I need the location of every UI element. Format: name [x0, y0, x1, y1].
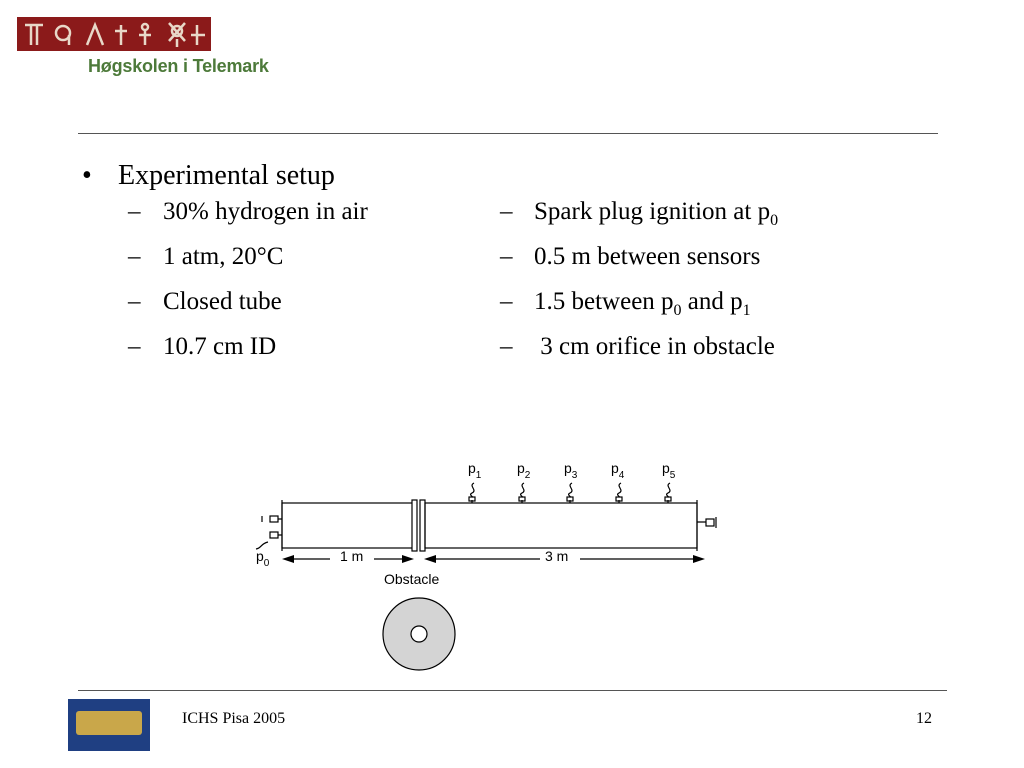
list-item: – Closed tube [128, 288, 282, 315]
sensor-label-p1: $p_1$ [468, 460, 482, 481]
list-item-text: 30% hydrogen in air [163, 198, 368, 225]
list-item: – 1.5 between $p_0$ and $p_1$ [500, 288, 751, 319]
subscript: 0 [673, 302, 682, 319]
list-item-text: 10.7 cm ID [163, 333, 277, 360]
page-number: 12 [916, 710, 932, 727]
sensor-label-p5: $p_5$ [662, 460, 676, 481]
list-item: – 1 atm, 20°C [128, 243, 284, 270]
list-item: – 0.5 m between sensors [500, 243, 761, 270]
dimension-label-1m: 1 m [340, 548, 364, 564]
sensor-label-p0: $p_0$ [256, 548, 270, 569]
sensor-label-p4: $p_4$ [611, 460, 625, 481]
list-item-text: Spark plug ignition at p [534, 198, 771, 225]
list-item: – 3 cm orifice in obstacle [500, 333, 775, 360]
tube-right-section [425, 503, 697, 548]
sensor-label-p2: $p_2$ [517, 460, 531, 481]
list-item: – 10.7 cm ID [128, 333, 277, 360]
sensor-label-p3: $p_3$ [564, 460, 578, 481]
tube-left-section [282, 503, 414, 548]
list-item-text: 0.5 m between sensors [534, 243, 761, 270]
list-item-text: 1 atm, 20°C [163, 243, 284, 270]
subscript: 0 [770, 212, 779, 229]
list-item-text: 3 cm orifice in obstacle [534, 333, 775, 360]
list-item-text: Closed tube [163, 288, 282, 315]
subscript: 1 [742, 302, 751, 319]
bottom-rule [78, 690, 947, 691]
bullet-heading-text: Experimental setup [118, 160, 335, 191]
list-item-text: and p [681, 288, 743, 315]
logo-text: Høgskolen i Telemark [88, 56, 269, 76]
bullet-heading: • Experimental setup [82, 160, 335, 191]
obstacle-orifice [411, 626, 427, 642]
obstacle-label: Obstacle [384, 571, 440, 587]
list-item: – Spark plug ignition at $p_0$ [500, 198, 779, 229]
sensor-fittings [469, 483, 671, 503]
footer-text: ICHS Pisa 2005 [182, 710, 286, 727]
ichs-logo [68, 699, 150, 751]
dimension-label-3m: 3 m [545, 548, 569, 564]
list-item: – 30% hydrogen in air [128, 198, 368, 225]
list-item-text: 1.5 between p [534, 288, 674, 315]
